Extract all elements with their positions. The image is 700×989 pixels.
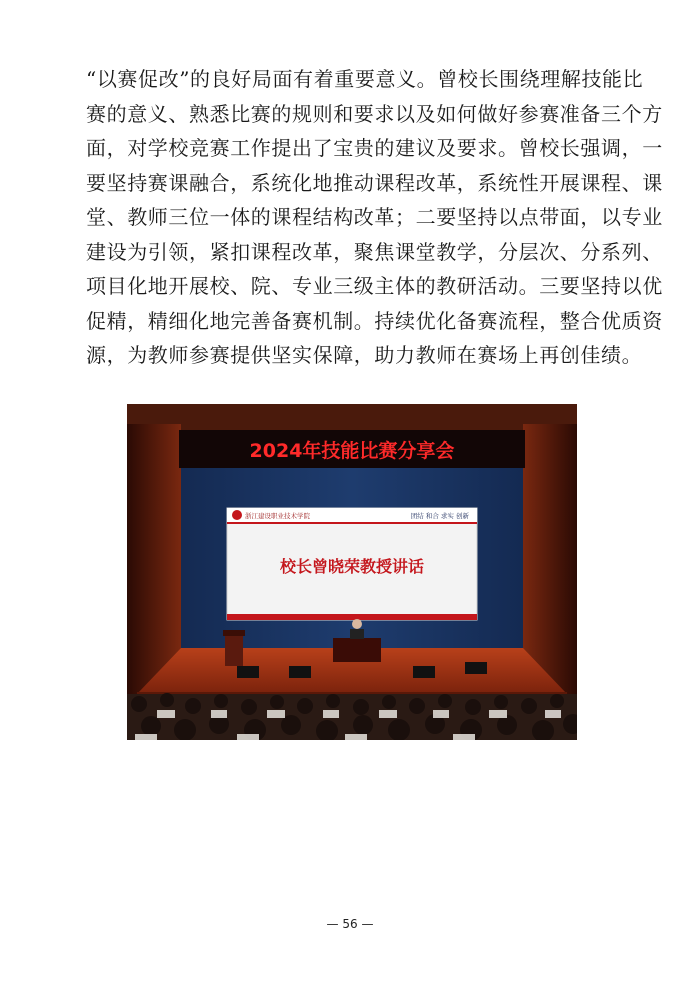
text-line: 促精，精细化地完善备赛机制。持续优化备赛流程，整合优质资 bbox=[86, 308, 663, 333]
text-line: 项目化地开展校、院、专业三级主体的教研活动。三要坚持以优 bbox=[86, 274, 663, 298]
screen-logo-text: 浙江建设职业技术学院 bbox=[245, 512, 310, 520]
ceiling bbox=[127, 404, 577, 430]
text-line: 源，为教师参赛提供坚实保障，助力教师在赛场上再创佳绩。 bbox=[86, 343, 643, 367]
text-line: 赛的意义、熟悉比赛的规则和要求以及如何做好参赛准备三个方 bbox=[86, 101, 663, 126]
lectern bbox=[225, 634, 243, 666]
screen-header-rule bbox=[227, 522, 477, 524]
lectern-top bbox=[223, 630, 245, 636]
text-line: 堂、教师三位一体的课程结构改革；二要坚持以点带面，以专业 bbox=[86, 205, 663, 229]
text-line: 建设为引领，紧扣课程改革，聚焦课堂教学，分层次、分系列、 bbox=[86, 239, 663, 264]
event-photo bbox=[127, 404, 577, 740]
speaker-table bbox=[333, 638, 381, 662]
speaker-body bbox=[350, 629, 364, 639]
left-wall bbox=[127, 424, 181, 694]
body-paragraph bbox=[86, 62, 663, 373]
screen-title: 校长曾晓荣教授讲话 bbox=[279, 557, 425, 576]
stage-monitor bbox=[413, 666, 435, 678]
stage-monitor bbox=[237, 666, 259, 678]
stage-monitor bbox=[465, 662, 487, 674]
text-line: 面，对学校竞赛工作提出了宝贵的建议及要求。曾校长强调，一 bbox=[86, 136, 663, 160]
led-banner-text: 2024年技能比赛分享会 bbox=[249, 440, 455, 462]
school-logo-icon bbox=[232, 510, 242, 520]
screen-footer-bar bbox=[227, 614, 477, 620]
text-line: 要坚持赛课融合，系统化地推动课程改革，系统性开展课程、课 bbox=[86, 170, 663, 195]
speaker-head bbox=[352, 619, 362, 629]
stage-monitor bbox=[289, 666, 311, 678]
text-line: “以赛促改”的良好局面有着重要意义。曾校长围绕理解技能比 bbox=[86, 67, 644, 91]
screen-motto: 团结 和合 求实 创新 bbox=[410, 512, 469, 520]
page-number: — 56 — bbox=[326, 917, 374, 931]
right-wall bbox=[523, 424, 577, 694]
